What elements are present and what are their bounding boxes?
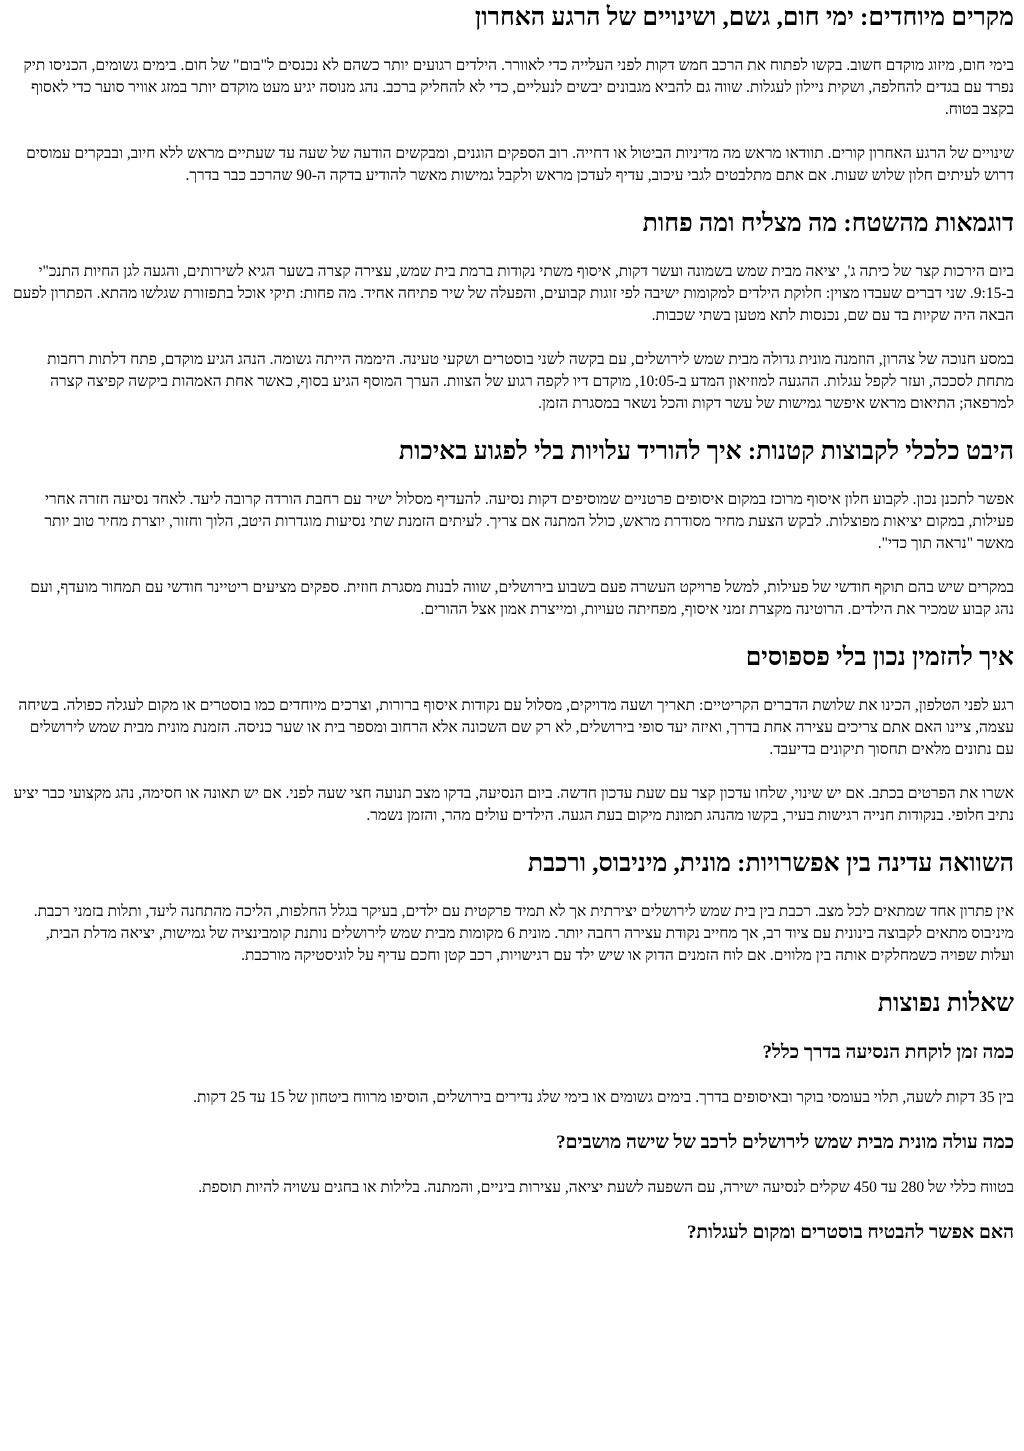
section-how-to-book (12, 643, 1014, 827)
paragraph: רגע לפני הטלפון, הכינו את שלושת הדברים הקריטיים: תאריך ושעה מדויקים, מסלול עם נקודות איסוף ברורות, וצרכים מיוחדים כמו בוסטרים או מקום לעגלה כפולה. בשיחה עצמה, ציינו האם אתם צריכים עצירה אחת בדרך, ואיזה יעד סופי בירושלים, לא רק שם השכונה אלא הרחוב ומספר בית או שער כניסה. הזמנת מונית מבית שמש לירושלים עם נתונים מלאים תחסוך תיקונים בדיעבד. (18, 697, 1014, 758)
paragraph: ביום הירכות קצר של כיתה ג', יציאה מבית שמש בשמונה ועשר דקות, איסוף משתי נקודות ברמת בית שמש, עצירה קצרה בשער הגיא לשירותים, והגעה לגן החיות התנכ"י ב-9:15. שני דברים שעבדו מצוין: חלוקת הילדים למקומות ישיבה לפי זוגות קבועים, והפעלה של שיר פתיחה אחיד. מה פחות: תיקי אוכל בתפזורת שגלשו מהתא. הפתרון לפעם הבאה היה שקיות בד עם שם, נכנסות לתא מטען בשתי שכבות. (12, 263, 1014, 324)
faq-question: כמה עולה מונית מבית שמש לירושלים לרכב של שישה מושבים? (556, 1132, 1014, 1153)
section-heading: איך להזמין נכון בלי פספוסים (745, 644, 1014, 671)
faq-item (12, 1131, 1014, 1199)
paragraph: אשרו את הפרטים בכתב. אם יש שינוי, שלחו עדכון קצר עם שעת עדכון חדשה. ביום הנסיעה, בדקו מצב תנועה חצי שעה לפני. אם יש תאונה או חסימה, נהג מקצועי כבר יציע נתיב חלופי. בנקודות חנייה רגישות בעיר, בקשו מהנהג תמונת מיקום בעת הגעה. הילדים עולים מהר, והזמן נשמר. (13, 785, 1014, 824)
paragraph: במקרים שיש בהם תוקף חודשי של פעילות, למשל פרויקט העשרה פעם בשבוע בירושלים, שווה לבנות מסגרת חוזית. ספקים מציעים ריטיינר חודשי עם תמחור מועדף, ועם נהג קבוע שמכיר את הילדים. הרוטינה מקצרת זמני איסוף, מפחיתה טעויות, ומייצרת אמון אצל ההורים. (30, 579, 1014, 618)
faq-question: כמה זמן לוקחת הנסיעה בדרך כלל? (762, 1042, 1014, 1063)
paragraph: שינויים של הרגע האחרון קורים. תוודאו מראש מה מדיניות הביטול או דחייה. רוב הספקים הוגנים, ומבקשים הודעה של שעה עד שעתיים מראש ללא חיוב, ובבקרים עמוסים דרוש לעיתים חלון שלוש שעות. אם אתם מתלבטים לגבי עיכוב, עדיף לעדכן מראש ולקבל גמישות מאשר להודיע בדקה ה-90 שהרכב כבר בדרך. (26, 145, 1014, 184)
section-field-examples (12, 209, 1014, 415)
paragraph: בימי חום, מיזוג מוקדם חשוב. בקשו לפתוח את הרכב חמש דקות לפני העלייה כדי לאוורר. הילדים רגועים יותר כשהם לא נכנסים ל"בום" של חום. בימים גשומים, הכניסו תיק נפרד עם בגדים להחלפה, ושקית ניילון לעגלות. שווה גם להביא מגבונים יבשים לנעליים, כדי לא להחליק ברכב. נהג מנוסה יגיע מעט מוקדם יותר במזג אוויר סוער כדי לאסוף בקצב בטוח. (23, 57, 1014, 118)
section-heading: דוגמאות מהשטח: מה מצליח ומה פחות (642, 210, 1014, 237)
faq-answer: בטווח כללי של 280 עד 450 שקלים לנסיעה ישירה, עם השפעה לשעת יציאה, עצירות ביניים, והמתנה. בלילות או בחגים עשויה להיות תוספת. (198, 1179, 1014, 1196)
faq-item (12, 1221, 1014, 1245)
faq-item (12, 1041, 1014, 1109)
faq-answer: בין 35 דקות לשעה, תלוי בעומסי בוקר ובאיסופים בדרך. בימים גשומים או בימי שלג נדירים בירושלים, הוסיפו מרווח ביטחון של 15 עד 25 דקות. (193, 1089, 1014, 1106)
paragraph: אפשר לתכנן נכון. לקבוע חלון איסוף מרוכז במקום איסופים פרטניים שמוסיפים דקות נסיעה. להעדיף מסלול ישיר עם רחבת הורדה קרובה ליעד. לאחד נסיעה חזרה אחרי פעילות, במקום יציאות מפוצלות. לבקש הצעת מחיר מסודרת מראש, כולל המתנה אם צריך. לעיתים הזמנת שתי נסיעות מוגדרות היטב, הלוך וחזור, יוצרת מחיר טוב יותר מאשר "נראה תוך כדי". (44, 491, 1014, 552)
paragraph: אין פתרון אחד שמתאים לכל מצב. רכבת בין בית שמש לירושלים יצירתית אך לא תמיד פרקטית עם ילדים, בעיקר בגלל החלפות, הליכה מהתחנה ליעד, ותלות בזמני רכבת. מיניבוס מתאים לקבוצה בינונית עם ציוד רב, אך מחייב נקודת עצירה רחבה יותר. מונית 6 מקומות מבית שמש לירושלים נותנת קומבינציה של גמישות, יציאה מדלת הבית, ועלות שפויה כשמחלקים אותה בין מלווים. אם לוח הזמנים הדוק או שיש ילד עם רגישויות, רכב קטן וחכם עדיף על לוגיסטיקה מורכבת. (33, 903, 1014, 964)
faq-question: האם אפשר להבטיח בוסטרים ומקום לעגלות? (687, 1222, 1014, 1243)
faq-heading: שאלות נפוצות (877, 990, 1014, 1017)
section-heading: היבט כלכלי לקבוצות קטנות: איך להוריד עלויות בלי לפגוע באיכות (398, 438, 1014, 465)
section-comparison (12, 849, 1014, 967)
article (0, 3, 1024, 1245)
section-heading: השוואה עדינה בין אפשרויות: מונית, מיניבוס, ורכבת (527, 850, 1014, 877)
faq-section (12, 989, 1014, 1245)
section-special-cases (12, 3, 1014, 187)
section-economics (12, 437, 1014, 621)
paragraph: במסע חנוכה של צהרון, הוזמנה מונית גדולה מבית שמש לירושלים, עם בקשה לשני בוסטרים ושקעי טעינה. היממה הייתה גשומה. הנהג הגיע מוקדם, פתח דלתות רחבות מתחת לסככה, ועזר לקפל עגלות. ההגעה למוזיאון המדע ב-10:05, מוקדם דיו לקפה רגוע של הצוות. הערך המוסף הגיע בסוף, כאשר אחת האמהות ביקשה קפיצה קצרה למרפאה; התיאום מראש איפשר גמישות של עשר דקות והכל נשאר במסגרת הזמן. (47, 351, 1014, 412)
section-heading: מקרים מיוחדים: ימי חום, גשם, ושינויים של הרגע האחרון (474, 4, 1014, 31)
